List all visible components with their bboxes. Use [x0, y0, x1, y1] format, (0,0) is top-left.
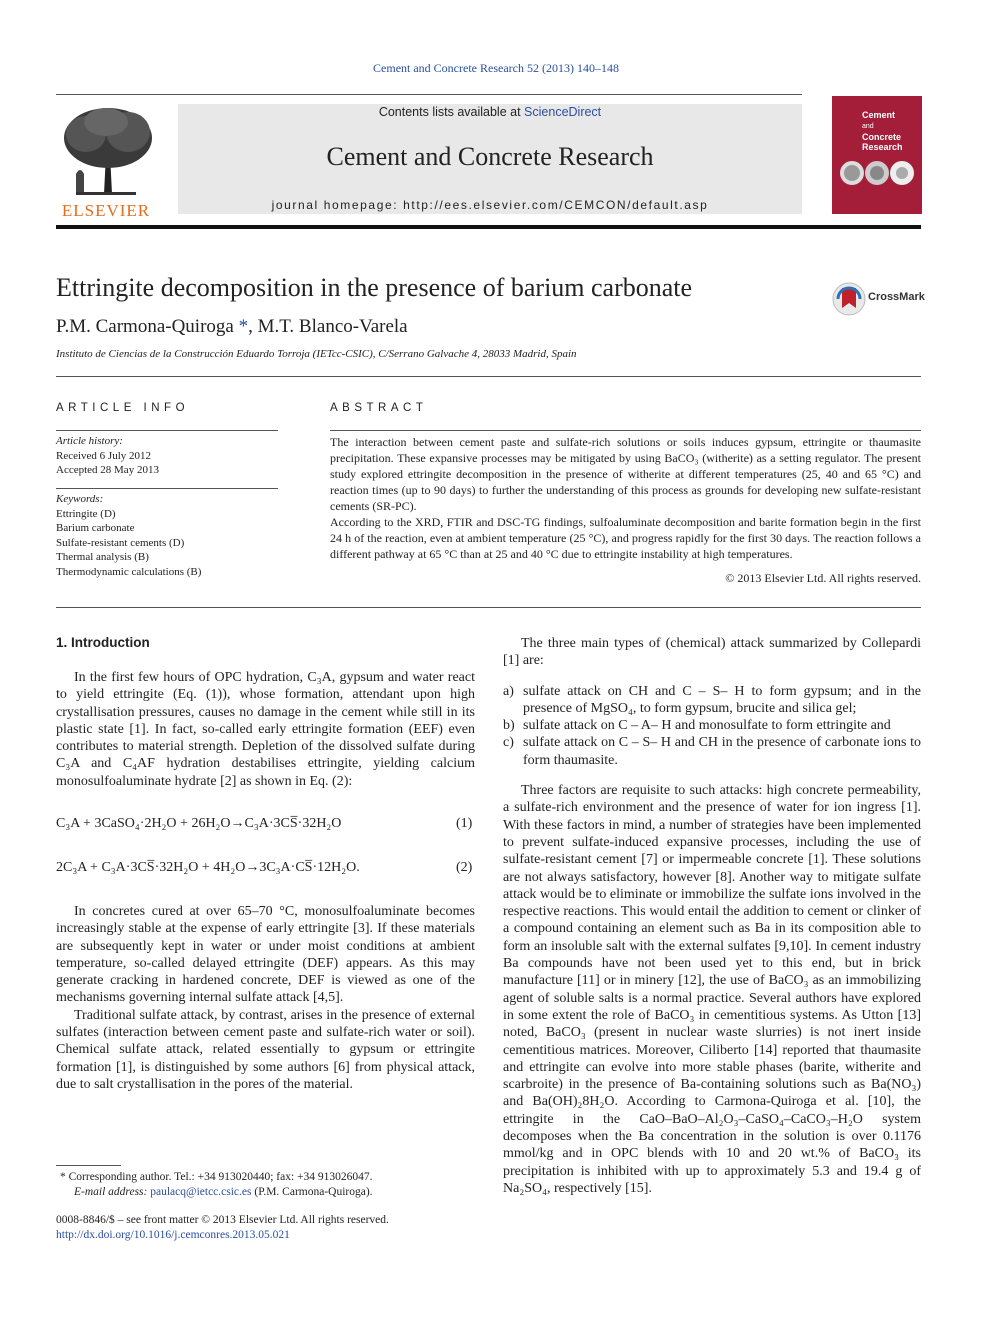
affiliation: Instituto de Ciencias de la Construcción Eduardo Torroja (IETcc-CSIC), C/Serrano Galvache 4, 28033 Madrid, Spain	[56, 348, 577, 360]
author-2: , M.T. Blanco-Varela	[248, 316, 408, 337]
author-1: P.M. Carmona-Quiroga	[56, 316, 234, 337]
intro-paragraph-2: In concretes cured at over 65–70 °C, monosulfoaluminate becomes increasingly stable at the expense of early ettringite [3]. If these materials are subsequently kept in water or under moist conditions at ambient temperature, so-called delayed ettringite (DEF) appears. As this may generate cracking in hardened concrete, DEF is viewed as one of the mechanisms governing internal sulfate attack [4,5].	[56, 904, 475, 1006]
keywords-rule	[56, 488, 278, 489]
journal-title: Cement and Concrete Research	[326, 142, 654, 171]
doi-link[interactable]: http://dx.doi.org/10.1016/j.cemconres.2013.05.021	[56, 1229, 290, 1241]
abstract-heading: ABSTRACT	[330, 402, 428, 414]
abstract-body	[330, 434, 921, 586]
keyword: Thermodynamic calculations (B)	[56, 565, 202, 578]
article-history: Article history: Received 6 July 2012 Accepted 28 May 2013	[56, 434, 278, 478]
sciencedirect-link[interactable]: ScienceDirect	[524, 105, 602, 119]
right-paragraph-1: The three main types of (chemical) attack summarized by Collepardi [1] are:	[503, 636, 921, 669]
footnote-corresponding: * Corresponding author. Tel.: +34 913020440; fax: +34 913026047. E-mail address: paulacq@ietcc.csic.es (P.M. Carmona-Quiroga).	[60, 1171, 373, 1198]
intro-paragraph-3: Traditional sulfate attack, by contrast, arises in the presence of external sulfates (interaction between cement paste and sulfate-rich water or soil). Chemical sulfate attack, related essentially to gypsum or ettringite formation [1], is distinguished by some authors [6] from physical attack, due to salt crystallisation in the pores of the material.	[56, 1007, 475, 1092]
abstract-paragraph-1: The interaction between cement paste and sulfate-rich solutions or soils induces gypsum, ettringite or thaumasite precipitation. These expansive processes may be mitigated by using BaCO₃ (witherite) as a setting regulator. The present study explored ettringite decomposition in the presence of witherite at different temperatures (25, 40 and 65 °C) and reaction times (up to 90 days) to further the understanding of this process as grounds for developing new sulfate-resistant cements (SR-PC).	[330, 435, 921, 513]
equation-2-number: (2)	[456, 860, 473, 875]
article-info-rule	[56, 430, 278, 431]
keyword: Ettringite (D)	[56, 507, 116, 520]
crossmark-badge[interactable]	[832, 282, 866, 321]
article-title: Ettringite decomposition in the presence of barium carbonate	[56, 273, 693, 302]
keyword: Thermal analysis (B)	[56, 551, 149, 563]
section-heading-introduction: 1. Introduction	[56, 635, 150, 650]
list-item: c) sulfate attack on C – S– H and CH in the presence of carbonate ions to form thaumasite.	[503, 735, 921, 768]
corresponding-author-mark[interactable]: *	[238, 316, 249, 337]
footnote-rule	[56, 1165, 121, 1166]
attack-types-list	[503, 683, 921, 769]
right-paragraph-2: Three factors are requisite to such attacks: high concrete permeability, a sulfate-rich environment and the presence of water for ion ingress [1]. With these factors in mind, a number of strategies have been implemented to prevent sulfate-induced expansive processes, including the use of sulfate-resistant cement [7] or impermeable concrete [1]. These solutions are not always satisfactory, however [8]. Another way to mitigate sulfate attack would be to eliminate or immobilize the sulfate ions involved in the respective reactions. This would entail the addition to cement or clinker of a compound containing an element such as Ba in its composition able to form an insoluble salt with the external sulfates [9,10]. In cement industry Ba compounds have not been used yet to this end, but in brick manufacture [11] or in minery [12], the use of BaCO₃ as an immobilizing agent of soluble salts is a normal practice. Several authors have explored in some extent the role of BaCO₃ in cementitious systems. As Utton [13] noted, BaCO₃ (present in nuclear waste slurries) is not inert inside cementitious matrices. Moreover, Ciliberto [14] reported that thaumasite and ettringite can evolve into more stable phases (barite, witherite and scarbroite) in the presence of Ba-containing solutions such as Ba(NO₃) and Ba(OH)₂8H₂O. According to Carmona-Quiroga et al. [10], the ettringite in the CaO–BaO–Al₂O₃–CaSO₄–CaCO₃–H₂O system decomposes when the Ba concentration in the solution is over 0.1176 mmol/kg and in OPC blends with 10 and 20 wt.% of BaCO₃ its precipitation is inhibited with up to approximately 5.3 and 19.4 g of Na₂SO₄, respectively [15].	[503, 783, 921, 1196]
email-link[interactable]: paulacq@ietcc.csic.es	[150, 1186, 252, 1198]
article-info-heading: ARTICLE INFO	[56, 402, 190, 414]
header-bottom-rule	[56, 225, 921, 229]
equation-1-number: (1)	[456, 816, 473, 831]
journal-cover[interactable]	[832, 96, 922, 214]
contents-line	[178, 105, 802, 119]
contents-prefix: Contents lists available at	[378, 105, 521, 119]
intro-paragraphs-2-3	[56, 903, 475, 1093]
elsevier-logo	[56, 104, 156, 220]
elsevier-wordmark: ELSEVIER	[61, 201, 151, 220]
abstract-bottom-rule	[56, 607, 921, 608]
crossmark-icon	[832, 282, 866, 316]
title-rule	[56, 376, 921, 377]
header-rule	[56, 94, 802, 95]
journal-header-box	[178, 104, 802, 214]
abstract-paragraph-2: According to the XRD, FTIR and DSC-TG findings, sulfoaluminate decomposition and barite formation begin in the first 24 h of the reaction, even at ambient temperature (25 °C), and progress rapidly for the first 30 days. The reaction follows a different pathway at 65 °C than at 25 and 40 °C due to ettringite instability at high temperatures.	[330, 515, 921, 561]
front-matter: 0008-8846/$ – see front matter © 2013 Elsevier Ltd. All rights reserved. http://dx.doi.org/10.1016/j.cemconres.2013.05.021	[56, 1213, 476, 1243]
authors	[56, 316, 408, 338]
intro-paragraph-1: In the first few hours of OPC hydration, C₃A, gypsum and water react to yield ettringite (Eq. (1)), whose formation, attendant upon high crystallisation pressures, causes no damage in the cement while still in its plastic state [1]. In fact, so-called early ettringite formation (EEF) even contributes to material strength. Depletion of the dissolved sulfate during C₃A and C₄AF hydration destabilises ettringite, yielding calcium monosulfoaluminate hydrate [2] as shown in Eq. (2):	[56, 670, 475, 789]
elsevier-tree-icon	[56, 104, 156, 196]
journal-citation[interactable]: Cement and Concrete Research 52 (2013) 140–148	[373, 61, 619, 75]
equation-1: C₃A + 3CaSO₄·2H₂O + 26H₂O→C₃A·3CS̅·32H₂O	[56, 816, 342, 831]
right-column	[503, 635, 921, 1197]
keyword: Sulfate-resistant cements (D)	[56, 536, 185, 549]
keyword: Barium carbonate	[56, 522, 135, 534]
cover-images-icon	[838, 158, 916, 188]
list-item: b) sulfate attack on C – A– H and monosulfate to form ettringite and	[503, 718, 891, 734]
keywords: Keywords: Ettringite (D) Barium carbonate Sulfate-resistant cements (D) Thermal analysis (B) Thermodynamic calculations (B)	[56, 492, 278, 579]
crossmark-label: CrossMark	[868, 291, 925, 303]
cover-title: Cement and Concrete Research	[862, 110, 903, 152]
abstract-rule	[330, 430, 921, 431]
received-date: Received 6 July 2012	[56, 449, 152, 462]
equation-2: 2C₃A + C₃A·3CS̅·32H₂O + 4H₂O→3C₃A·CS̅·12H₂O.	[56, 860, 360, 875]
list-item: a) sulfate attack on CH and C – S– H to form gypsum; and in the presence of MgSO₄, to form gypsum, brucite and silica gel;	[503, 683, 921, 716]
journal-homepage[interactable]: journal homepage: http://ees.elsevier.com/CEMCON/default.asp	[271, 198, 709, 212]
copyright: © 2013 Elsevier Ltd. All rights reserved.	[725, 571, 921, 585]
accepted-date: Accepted 28 May 2013	[56, 464, 159, 476]
